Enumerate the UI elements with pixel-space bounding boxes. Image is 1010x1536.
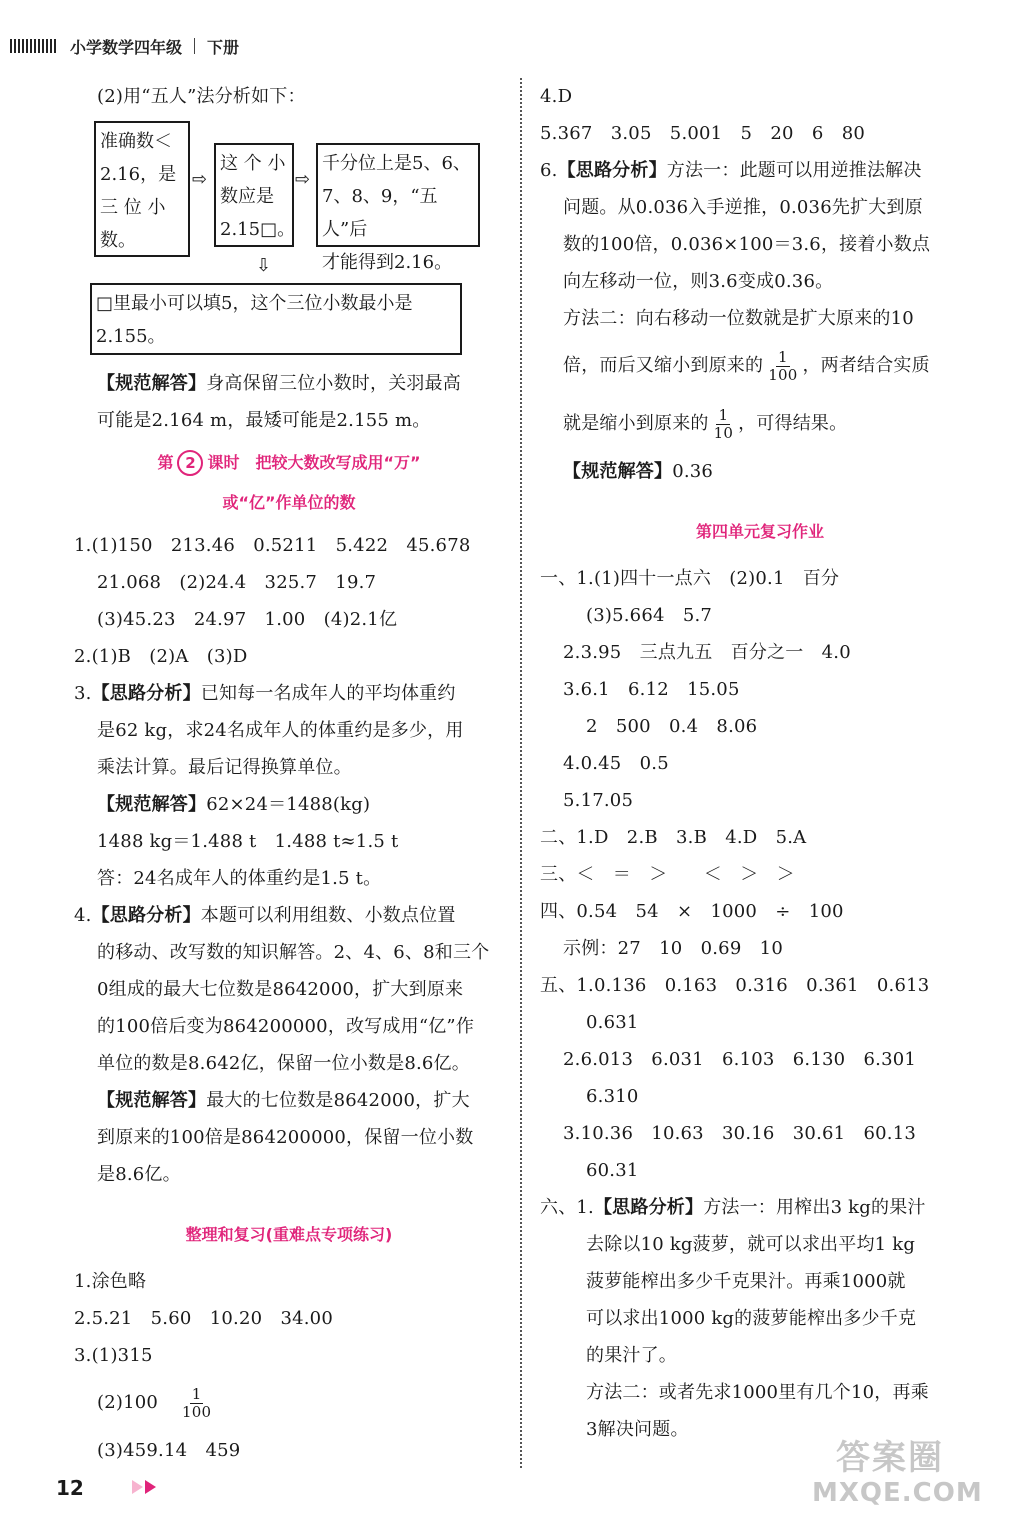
p3-line: 3.6.1 6.12 15.05 <box>563 679 740 700</box>
q3-line <box>74 675 504 712</box>
q4-answer-text: 是8.6亿。 <box>97 1164 181 1185</box>
a6-text: ，可得结果。 <box>738 413 848 434</box>
page-number: 12 <box>56 1476 84 1500</box>
fraction <box>766 349 799 384</box>
answer-text: 身高保留三位小数时，关羽最高 <box>206 373 462 394</box>
a6-text: 向左移动一位，则3.6变成0.36。 <box>563 271 834 292</box>
intro-line: (2)用“五人”法分析如下： <box>97 86 306 107</box>
a6-answer-text: 0.36 <box>672 461 714 482</box>
answer-text: 可能是2.164 m，最矮可能是2.155 m。 <box>97 410 431 431</box>
watermark-logo <box>802 1430 992 1520</box>
box3-line: 千分位上是5、6、 <box>322 153 471 174</box>
diagram-box-4 <box>90 283 462 355</box>
answer-tag: 【规范解答】 <box>97 373 207 394</box>
a6-text: 倍，而后又缩小到原来的 <box>563 355 764 376</box>
p1-line: 一、1.(1)四十一点六 (2)0.1 百分 <box>540 568 840 589</box>
q4-line <box>74 897 504 934</box>
r1-line: 1.涂色略 <box>74 1271 147 1292</box>
unit-review-title: 第四单元复习作业 <box>695 522 824 541</box>
fraction-denominator: 100 <box>768 365 798 384</box>
q2-line: 2.(1)B (2)A (3)D <box>74 646 248 667</box>
q3-text: 乘法计算。最后记得换算单位。 <box>97 757 352 778</box>
book-title: 小学数学四年级 <box>70 37 183 57</box>
a6-fraction-line <box>540 395 980 453</box>
s6-text: 的果汁了。 <box>586 1345 677 1366</box>
s3-line: 三、＜ ＝ ＞ ＜ ＞ ＞ <box>540 864 795 885</box>
r3-text: (2)100 <box>97 1392 159 1413</box>
s5-line: 2.6.013 6.031 6.103 6.130 6.301 <box>563 1049 917 1070</box>
box1-line: 2.16，是 <box>100 164 177 185</box>
q3-text: 已知每一名成年人的平均体重约 <box>200 683 456 704</box>
fraction <box>712 407 736 442</box>
q4-text: 0组成的最大七位数是8642000，扩大到原来 <box>97 979 464 1000</box>
arrow-light-icon <box>132 1480 143 1494</box>
r3-line: (3)459.14 459 <box>97 1440 241 1461</box>
s4-line: 示例：27 10 0.69 10 <box>563 938 783 959</box>
fraction-numerator: 1 <box>718 405 729 424</box>
r3-fraction-line <box>74 1374 504 1432</box>
fraction-numerator: 1 <box>777 347 788 366</box>
q4-answer-line <box>74 1082 504 1119</box>
p2-line: 2.3.95 三点九五 百分之一 4.0 <box>563 642 851 663</box>
s5-line: 60.31 <box>586 1160 639 1181</box>
a6-answer-line <box>540 453 980 490</box>
arrow-right-icon: ⇨ <box>192 169 208 190</box>
fraction <box>180 1386 213 1421</box>
s5-line: 3.10.36 10.63 30.16 30.61 60.13 <box>563 1123 917 1144</box>
q4-tag: 【思路分析】 <box>91 905 201 926</box>
box3-line: 7、8、9，“五人”后 <box>322 186 438 240</box>
lesson-title-line2: 或“亿”作单位的数 <box>222 493 356 512</box>
q4-text: 的移动、改写数的知识解答。2、4、6、8和三个 <box>97 942 490 963</box>
s5-line: 6.310 <box>586 1086 639 1107</box>
a6-answer-tag: 【规范解答】 <box>563 461 673 482</box>
a6-text: 就是缩小到原来的 <box>563 413 709 434</box>
lesson-post: 课时 把较大数改写成用“万” <box>207 453 421 472</box>
a6-line <box>540 152 980 189</box>
s6-number: 六、1. <box>540 1197 594 1218</box>
right-column <box>540 78 980 1448</box>
lesson-pre: 第 <box>157 453 174 472</box>
box4-line: 2.155。 <box>96 326 166 347</box>
s6-text: 菠萝能榨出多少千克果汁。再乘1000就 <box>586 1271 906 1292</box>
analysis-diagram <box>74 115 504 365</box>
s6-text: 去除以10 kg菠萝，就可以求出平均1 kg <box>586 1234 916 1255</box>
q1-line: 1.(1)150 213.46 0.5211 5.422 45.678 <box>74 535 471 556</box>
a6-tag: 【思路分析】 <box>557 160 667 181</box>
arrow-right-icon: ⇨ <box>295 169 311 190</box>
diagram-box-1 <box>94 121 190 257</box>
q3-number: 3. <box>74 683 92 704</box>
barcode-icon <box>10 39 58 53</box>
review-section-title: 整理和复习(重难点专项练习) <box>185 1225 393 1244</box>
a5-line: 5.367 3.05 5.001 5 20 6 80 <box>540 123 866 144</box>
page-arrow-icon <box>132 1480 156 1494</box>
watermark-glyphs: 答案圈 <box>836 1438 944 1478</box>
s6-line <box>540 1189 980 1226</box>
a4-line: 4.D <box>540 86 573 107</box>
box2-line: 2.15□。 <box>220 219 296 240</box>
box1-line: 三 位 小 <box>100 197 166 218</box>
box3-line: 才能得到2.16。 <box>322 252 453 273</box>
s6-text: 3解决问题。 <box>586 1419 689 1440</box>
p5-line: 5.17.05 <box>563 790 634 811</box>
watermark-url: MXQE.COM <box>812 1478 983 1508</box>
p4-line: 4.0.45 0.5 <box>563 753 669 774</box>
q4-answer-text: 到原来的100倍是864200000，保留一位小数 <box>97 1127 474 1148</box>
answer-line <box>74 365 504 402</box>
q4-text: 本题可以利用组数、小数点位置 <box>200 905 456 926</box>
q1-line: 21.068 (2)24.4 325.7 19.7 <box>97 572 377 593</box>
box1-line: 准确数＜ <box>100 131 172 152</box>
s5-line: 0.631 <box>586 1012 639 1033</box>
q4-text: 单位的数是8.642亿，保留一位小数是8.6亿。 <box>97 1053 470 1074</box>
s6-text: 方法二：或者先求1000里有几个10，再乘 <box>586 1382 929 1403</box>
lesson-title <box>74 443 504 483</box>
s5-line: 五、1.0.136 0.163 0.316 0.361 0.613 <box>540 975 930 996</box>
q3-text: 是62 kg，求24名成年人的体重约是多少，用 <box>97 720 464 741</box>
lesson-number-badge: 2 <box>177 450 203 476</box>
box2-line: 数应是 <box>220 186 274 207</box>
column-divider <box>520 78 522 1468</box>
s2-line: 二、1.D 2.B 3.B 4.D 5.A <box>540 827 807 848</box>
r3-line: 3.(1)315 <box>74 1345 153 1366</box>
page-header <box>10 34 239 58</box>
fraction-denominator: 100 <box>181 1402 212 1421</box>
arrow-down-icon: ⇩ <box>256 255 272 276</box>
q4-number: 4. <box>74 905 92 926</box>
q4-answer-text: 最大的七位数是8642000，扩大 <box>206 1090 470 1111</box>
s6-text: 方法一：用榨出3 kg的果汁 <box>703 1197 926 1218</box>
q3-answer-tag: 【规范解答】 <box>97 794 207 815</box>
a6-text: 方法二：向右移动一位数就是扩大原来的10 <box>563 308 914 329</box>
q3-answer-text: 62×24＝1488(kg) <box>206 794 371 815</box>
a6-text: 问题。从0.036入手逆推，0.036先扩大到原 <box>563 197 923 218</box>
a6-fraction-line <box>540 337 980 395</box>
s6-tag: 【思路分析】 <box>593 1197 704 1218</box>
diagram-box-2 <box>214 143 294 247</box>
q3-answer-line <box>74 786 504 823</box>
left-column <box>74 78 504 1469</box>
s6-text: 可以求出1000 kg的菠萝能榨出多少千克 <box>586 1308 917 1329</box>
box4-line: □里最小可以填5，这个三位小数最小是 <box>96 293 413 314</box>
box2-line: 这 个 小 <box>220 153 286 174</box>
q4-answer-tag: 【规范解答】 <box>97 1090 207 1111</box>
volume-label: 下册 <box>207 37 240 57</box>
p3-line: 2 500 0.4 8.06 <box>586 716 758 737</box>
fraction-denominator: 10 <box>713 423 734 442</box>
q3-tag: 【思路分析】 <box>91 683 201 704</box>
a6-number: 6. <box>540 160 558 181</box>
q3-answer-text: 答：24名成年人的体重约是1.5 t。 <box>97 868 382 889</box>
arrow-dark-icon <box>145 1480 156 1494</box>
a6-text: 方法一：此题可以用逆推法解决 <box>666 160 922 181</box>
s4-line: 四、0.54 54 × 1000 ÷ 100 <box>540 901 844 922</box>
q3-answer-text: 1488 kg＝1.488 t 1.488 t≈1.5 t <box>97 831 399 852</box>
q4-text: 的100倍后变为864200000，改写成用“亿”作 <box>97 1016 475 1037</box>
p1-line: (3)5.664 5.7 <box>586 605 713 626</box>
fraction-numerator: 1 <box>191 1384 202 1403</box>
a6-text: ，两者结合实质 <box>802 355 930 376</box>
q1-line: (3)45.23 24.97 1.00 (4)2.1亿 <box>97 609 398 630</box>
diagram-box-3 <box>316 143 480 273</box>
a6-text: 数的100倍，0.036×100＝3.6，接着小数点 <box>563 234 931 255</box>
r2-line: 2.5.21 5.60 10.20 34.00 <box>74 1308 333 1329</box>
box1-line: 数。 <box>100 230 136 251</box>
header-separator <box>194 38 195 54</box>
